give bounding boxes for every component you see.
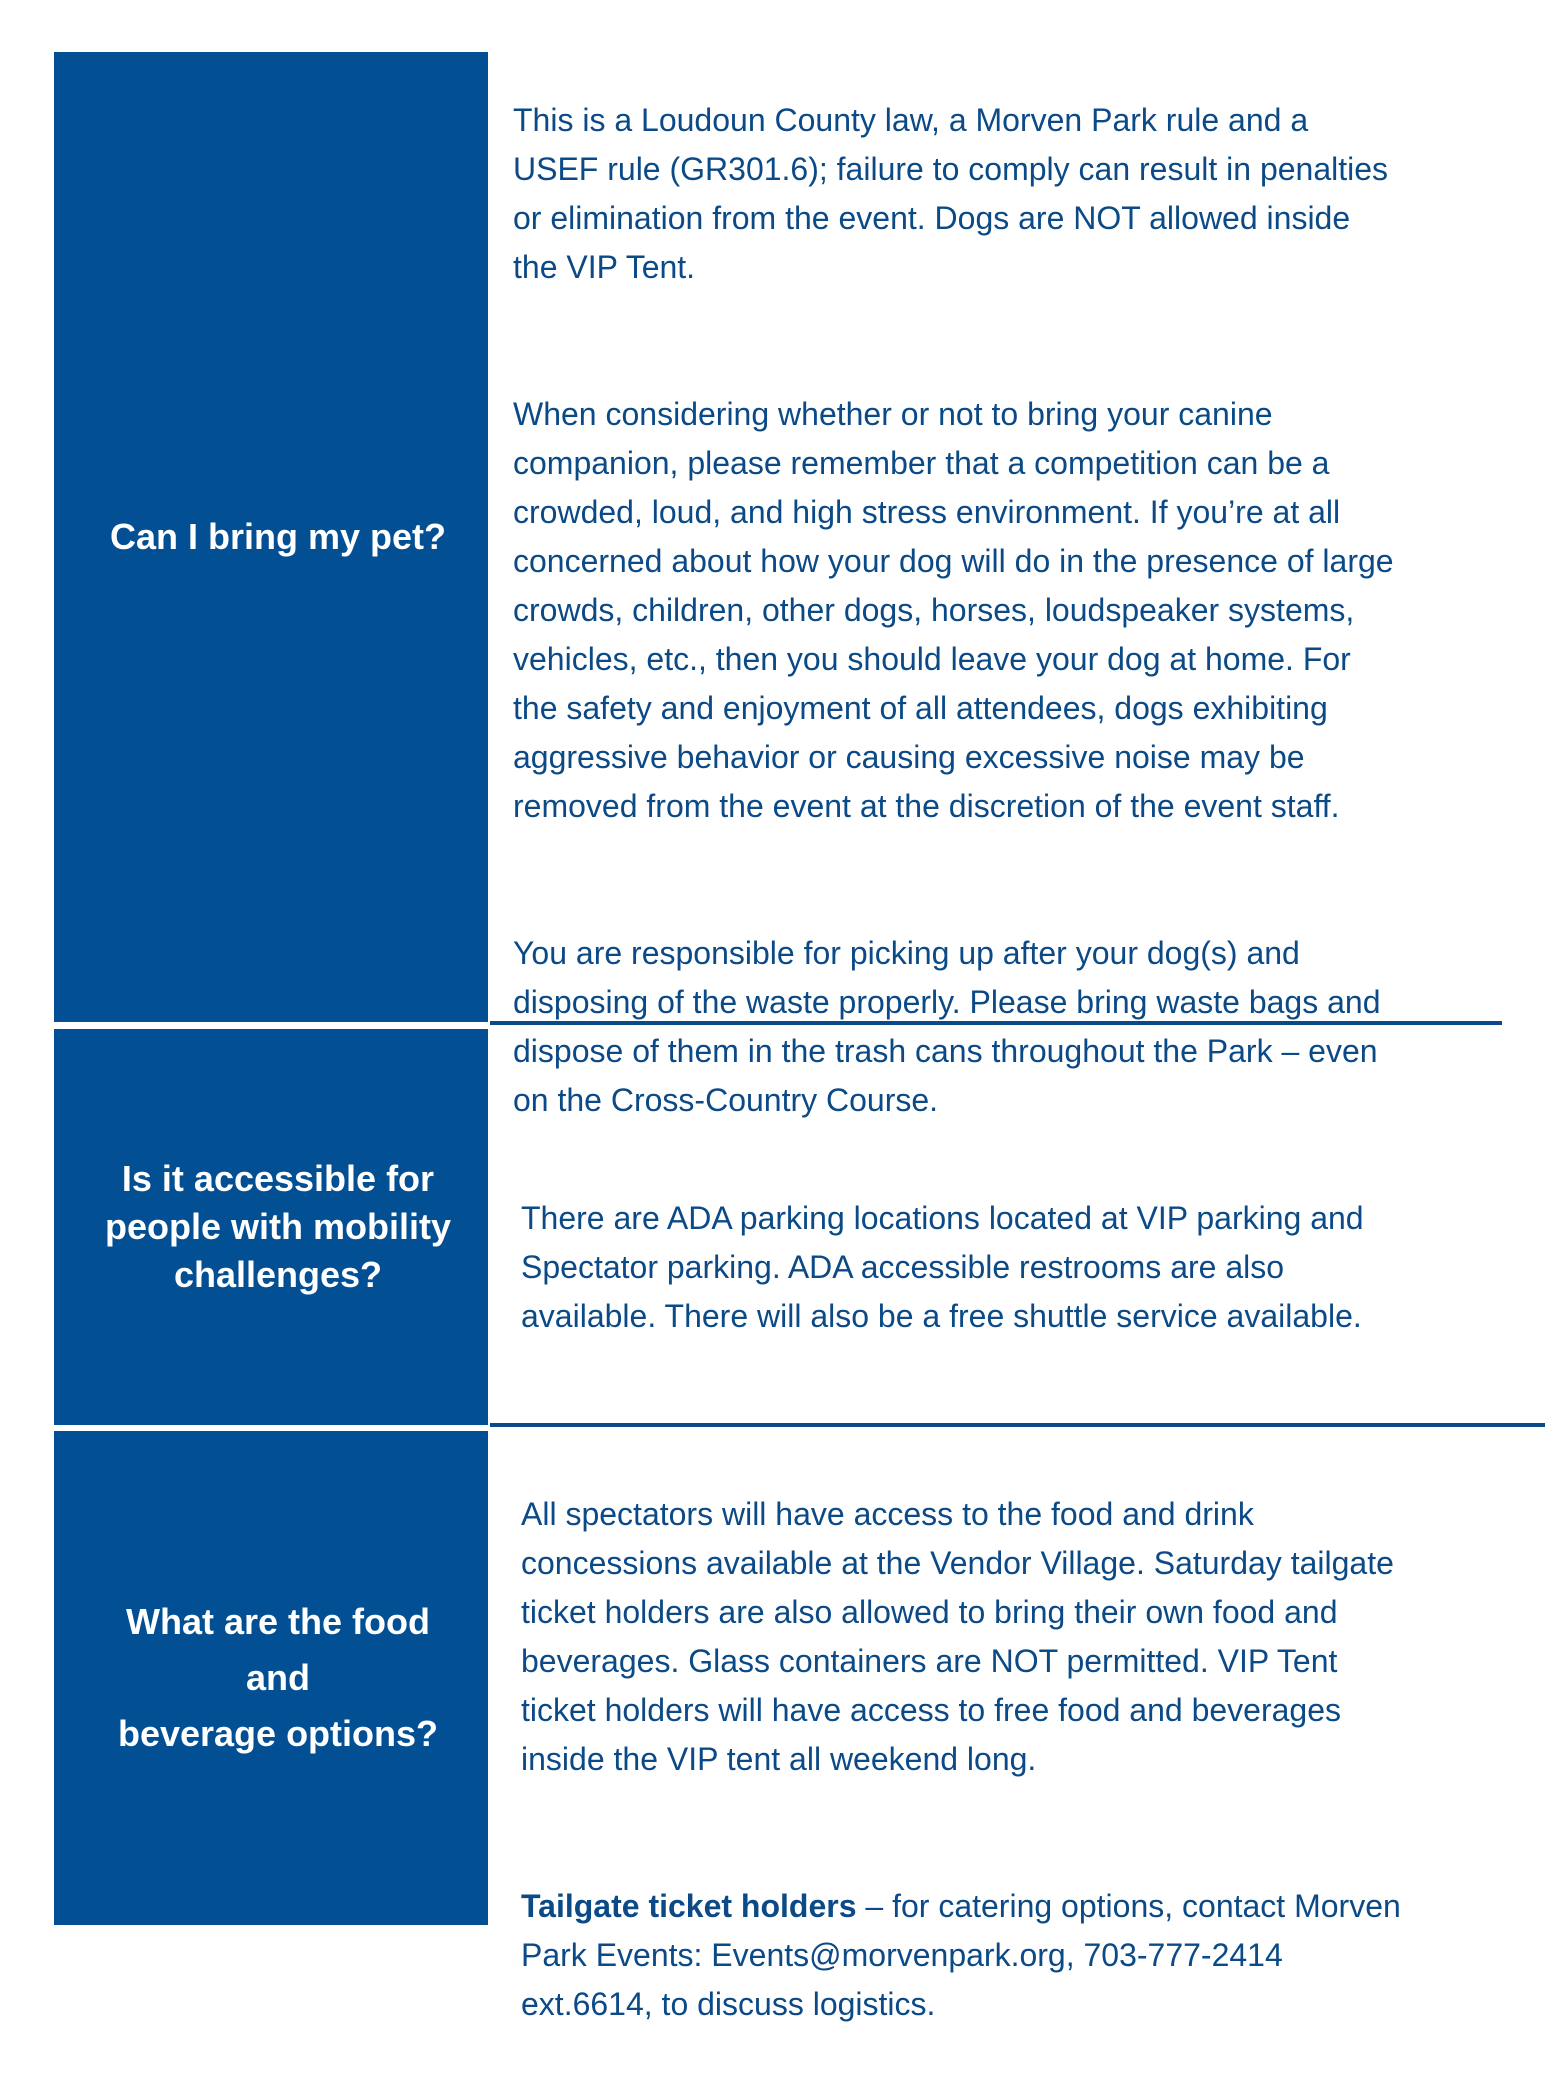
question-accessibility: Is it accessible for people with mobility challenges? bbox=[104, 1158, 451, 1295]
question-pets: Can I bring my pet? bbox=[109, 516, 447, 557]
question-food: What are the food and beverage options? bbox=[117, 1601, 439, 1754]
answer-pets-paragraph-1: This is a Loudoun County law, a Morven Park rule and a USEF rule (GR301.6); failure to comply can result in penalties or elimination from the event. Dogs are NOT allowed inside the VIP Tent. bbox=[513, 102, 1389, 285]
question-cell-accessibility bbox=[54, 1029, 488, 1425]
answer-accessibility-paragraph-1: There are ADA parking locations located at VIP parking and Spectator parking. ADA accessible restrooms are also available. There will also be a free shuttle service available. bbox=[521, 1200, 1364, 1334]
answer-pets-paragraph-3: You are responsible for picking up after your dog(s) and disposing of the waste properly. Please bring waste bags and dispose of them in the trash cans throughout the Park – even on the Cross-Country Course. bbox=[513, 935, 1381, 1118]
row-divider-2 bbox=[490, 1423, 1545, 1427]
question-cell-pets bbox=[54, 52, 488, 1022]
tailgate-contact-text: – for catering options, contact Morven Park Events: Events@morvenpark.org, 703-777-2414 ext.6614, to discuss logistics. bbox=[521, 1888, 1401, 2022]
tailgate-bold-label: Tailgate ticket holders bbox=[521, 1888, 857, 1924]
row-divider-1 bbox=[490, 1021, 1502, 1025]
answer-food-paragraph-1: All spectators will have access to the food and drink concessions available at the Vendor Village. Saturday tailgate ticket holders are also allowed to bring their own food and beverages. Glass containers are NOT permitted. VIP Tent ticket holders will have access to free food and beverages inside the VIP tent all weekend long. bbox=[521, 1496, 1394, 1777]
answer-food bbox=[521, 1441, 1531, 2078]
answer-food-tailgate bbox=[521, 1882, 1531, 2029]
answer-accessibility bbox=[521, 1145, 1531, 1390]
answer-pets-paragraph-2: When considering whether or not to bring your canine companion, please remember that a competition can be a crowded, loud, and high stress environment. If you’re at all concerned about how your dog will do in the presence of large crowds, children, other dogs, horses, loudspeaker systems, vehicles, etc., then you should leave your dog at home. For the safety and enjoyment of all attendees, dogs exhibiting aggressive behavior or causing excessive noise may be removed from the event at the discretion of the event staff. bbox=[513, 396, 1394, 824]
answer-pets bbox=[513, 47, 1523, 1174]
question-cell-food bbox=[54, 1431, 488, 1925]
